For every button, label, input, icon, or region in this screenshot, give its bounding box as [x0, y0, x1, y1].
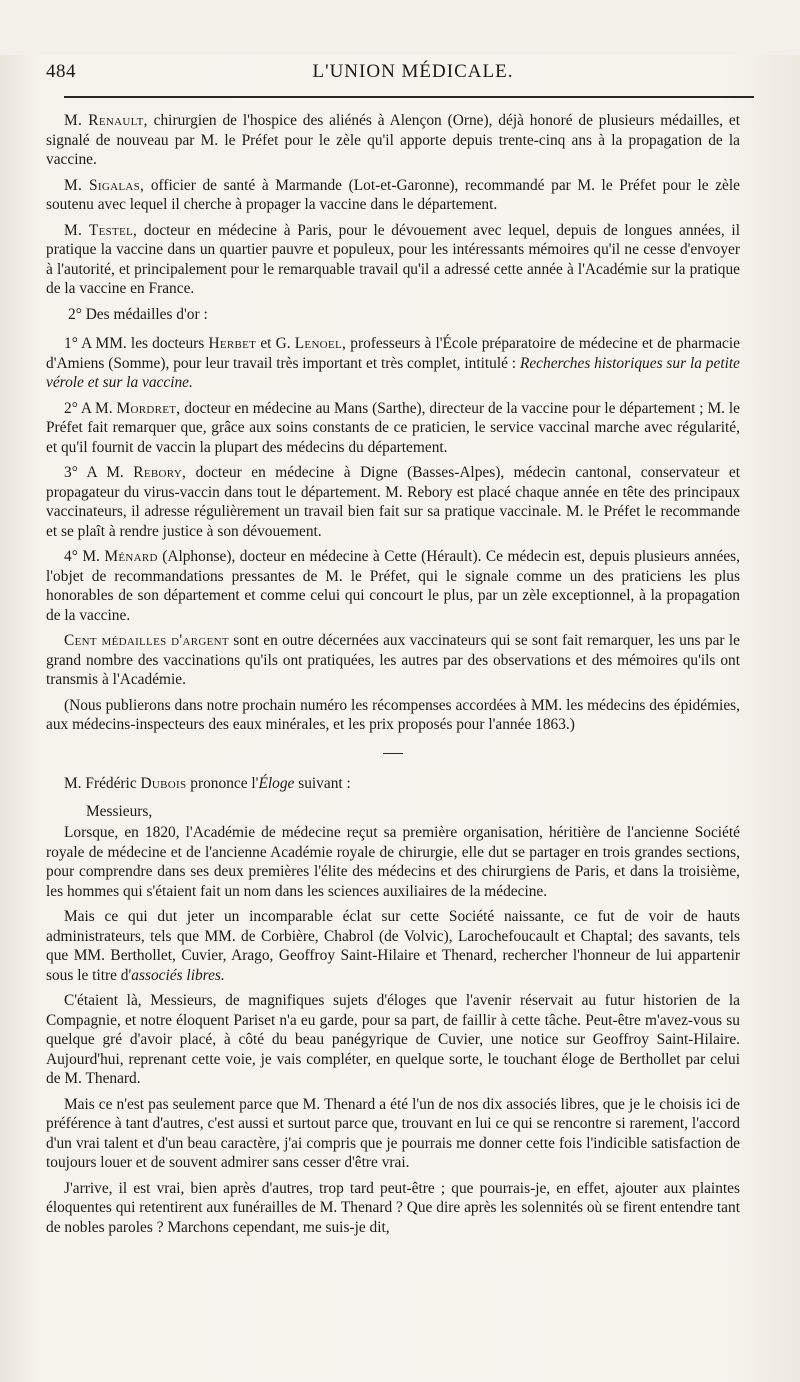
paragraph-testel — [46, 221, 740, 299]
paragraph-renault — [46, 111, 740, 170]
eloge-paragraph-1: Lorsque, en 1820, l'Académie de médecine reçut sa première organisation, héritière de l'ancienne Société royale de médecine et de l'ancienne Académie royale de chirurgie, elle dut se partager en trois grandes sections, pour comprendre dans ses deux premières l'élite des médecins et des chirurgiens de Paris, et dans la troisième, les hommes qui s'étaient fait un nom dans les sciences auxiliaires de la médecine. — [46, 824, 740, 900]
eloge-intro-suffix: suivant : — [294, 775, 351, 792]
paragraph-text: docteur en médecine au Mans (Sarthe), directeur de la vaccine pour le département ; M. le Préfet fait remarquer que, grâce aux soins constants de ce praticien, le service vaccinal marche avec régularité, et qu'il fournit de vaccin la plupart des médecins du département. — [46, 399, 740, 456]
work-title: Recherches historiques sur la petite vérole et sur la vaccine. — [46, 354, 740, 391]
gold-item-2 — [46, 399, 740, 458]
paragraph-text: professeurs à l'École préparatoire de médecine et de pharmacie d'Amiens (Somme), pour leur travail très important et très complet, intitulé : — [46, 335, 740, 372]
page — [0, 55, 800, 1382]
page-number: 484 — [46, 61, 76, 82]
running-title: L'UNION MÉDICALE. — [312, 61, 514, 82]
editorial-note: (Nous publierons dans notre prochain numéro les récompenses accordées à MM. les médecins des épidémies, aux médecins-inspecteurs des eaux minérales, et les prix proposés pour l'année 1863.) — [46, 696, 740, 733]
name-lenoel: Lenoel, — [294, 335, 347, 352]
gold-item-mid: et G. — [256, 335, 295, 352]
associes-libres-phrase: associés libres. — [131, 966, 225, 984]
paragraph-text: chirurgien de l'hospice des aliénés à Alençon (Orne), déjà honoré de plusieurs médailles, et signalé de nouveau par M. le Préfet pour le zèle qu'il apporte depuis trente-cinq ans à la propagation de la vaccine. — [46, 112, 740, 168]
gold-item-prefix: 4° M. — [64, 548, 105, 565]
eloge-intro-mid: prononce l' — [186, 775, 259, 792]
eloge-intro-prefix: M. Frédéric — [64, 775, 141, 792]
paragraph-text: sont en outre décernées aux vaccinateurs qui se sont fait remarquer, les uns par le grand nombre des vaccinations qu'ils ont pratiquées, les autres par des observations et des mémoires qu'ils ont transmis à l'Académie. — [46, 632, 740, 688]
name-rebory: Rebory, — [133, 464, 187, 481]
article-body — [46, 111, 740, 1237]
paragraph-sigalas — [46, 176, 740, 215]
gold-item-1 — [46, 334, 740, 393]
name-mordret: Mordret, — [116, 399, 181, 417]
eloge-paragraph-4: Mais ce n'est pas seulement parce que M. Thenard a été l'un de nos dix associés libres, que je le choisis ici de préférence à tant d'autres, c'est aussi et surtout parce que, trouvant en lui ce qui se rencontre si rarement, l'accord d'un vrai talent et d'un beau caractère, j'ai compris que je pourrais me donner cette fois l'indicible satisfaction de toujours louer et de souvent admirer sans cesser d'être vrai. — [46, 1095, 740, 1171]
paragraph-text: (Alphonse), docteur en médecine à Cette (Hérault). Ce médecin est, depuis plusieurs années, l'objet de recommandations pressantes de M. le Préfet, qui le signale comme un des praticiens les plus honorables de son département et comme celui qui concourt le plus, par un zèle exceptionnel, à la propagation de la vaccine. — [46, 548, 740, 624]
name-sigalas: M. Sigalas, — [64, 176, 145, 194]
silver-medals-paragraph — [46, 631, 740, 690]
gold-medals-heading: 2° Des médailles d'or : — [68, 305, 208, 323]
gold-item-prefix: 2° A M. — [64, 399, 117, 417]
paragraph-text: docteur en médecine à Digne (Basses-Alpes), médecin cantonal, conservateur et propagateur du virus-vaccin dans tout le département. M. Rebory est placé chaque année en tête des principaux vaccinateurs, il adresse régulièrement un travail bien fait sur sa pratique vaccinale. M. le Préfet le recommande et se plaît à rendre justice à son dévouement. — [46, 464, 740, 540]
eloge-paragraph-5: J'arrive, il est vrai, bien après d'autres, trop tard peut-être ; que pourrais-je, en effet, ajouter aux plaintes éloquentes qui retentirent aux funérailles de M. Thenard ? Que dire après les solennités où se firent entendre tant de nobles paroles ? Marchons cependant, me suis-je dit, — [46, 1179, 740, 1236]
silver-medals-label: Cent médailles d'argent — [64, 632, 229, 649]
name-renault: M. Renault, — [64, 112, 148, 129]
gold-item-prefix: 3° A M. — [64, 464, 134, 481]
section-separator — [383, 753, 403, 755]
paragraph-text: officier de santé à Marmande (Lot-et-Garonne), recommandé par M. le Préfet pour le zèle soutenu avec lequel il cherche à propager la vaccine dans le département. — [46, 176, 740, 213]
name-dubois: Dubois — [140, 775, 187, 792]
eloge-title: Éloge — [258, 775, 295, 792]
eloge-paragraph-2 — [46, 907, 740, 985]
page-header — [46, 55, 740, 103]
name-menard: Ménard — [104, 548, 158, 565]
gold-item-prefix: 1° A MM. les docteurs — [64, 335, 209, 352]
name-testel: M. Testel, — [64, 221, 138, 239]
salutation: Messieurs, — [86, 802, 153, 820]
paragraph-text: Mais ce qui dut jeter un incomparable éclat sur cette Société naissante, ce fut de voir de hauts administrateurs, tels que MM. de Corbière, Chabrol (de Volvic), Larochefoucault et Chaptal; des savants, tels que MM. Berthollet, Cuvier, Arago, Geoffroy Saint-Hilaire et Thenard, rechercher l'honneur de lui appartenir sous le titre d' — [46, 908, 740, 984]
eloge-paragraph-3: C'étaient là, Messieurs, de magnifiques sujets d'éloges que l'avenir réservait au futur historien de la Compagnie, et notre éloquent Pariset n'a eu garde, pour sa part, de faillir à cette tâche. Peut-être m'avez-vous su quelque gré d'avoir placé, à côté du beau panégyrique de Cuvier, une notice sur Geoffroy Saint-Hilaire. Aujourd'hui, reprenant cette voie, je vais compléter, en quelque sorte, le touchant éloge de Berthollet par celui de M. Thenard. — [46, 992, 740, 1087]
header-rule — [64, 96, 754, 98]
gold-item-3 — [46, 463, 740, 541]
gold-item-4 — [46, 547, 740, 625]
name-herbet: Herbet — [208, 335, 257, 352]
eloge-intro — [46, 774, 740, 794]
paragraph-text: docteur en médecine à Paris, pour le dévouement avec lequel, depuis de longues années, il pratique la vaccine dans un quartier pauvre et populeux, pour les intéressants mémoires qu'il ne cesse d'envoyer à l'autorité, et principalement pour le remarquable travail qu'il a adressé cette année à l'Académie sur la pratique de la vaccine en France. — [46, 221, 740, 297]
